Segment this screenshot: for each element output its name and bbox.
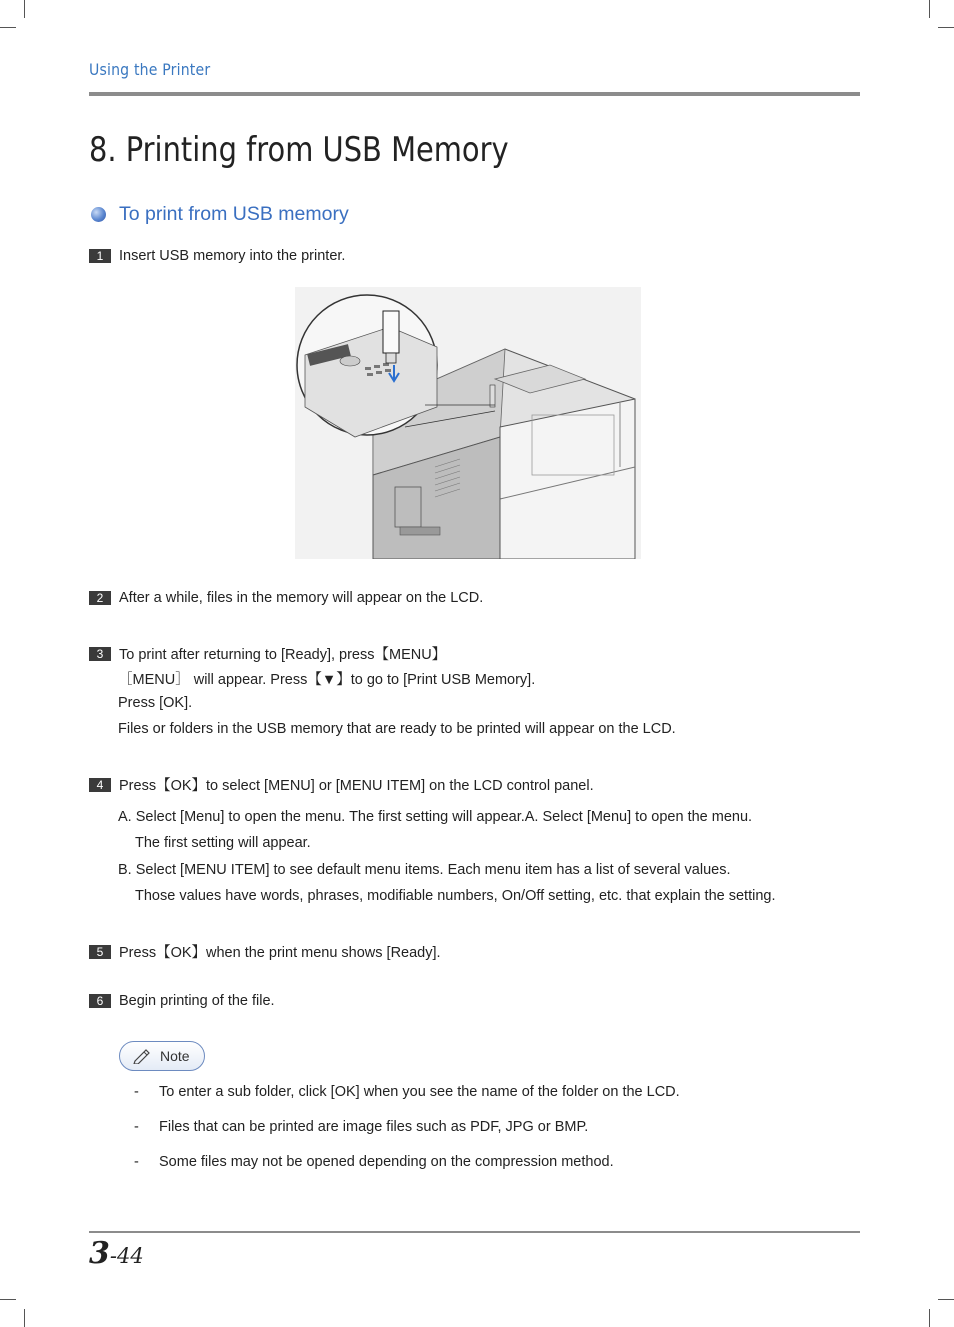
step-2 [89, 590, 483, 606]
step-text: Begin printing of the file. [119, 993, 275, 1009]
note-item: Files that can be printed are image files such as PDF, JPG or BMP. [159, 1119, 589, 1135]
note-badge [119, 1041, 205, 1071]
note-item: Some files may not be opened depending on the compression method. [159, 1154, 614, 1170]
footer-rule [89, 1231, 860, 1233]
subheading [91, 203, 349, 226]
step-text: To print after returning to [Ready], press【MENU】 [119, 647, 447, 663]
step-4-line: B. Select [MENU ITEM] to see default menu items. Each menu item has a list of several values. [118, 862, 731, 878]
pencil-icon [132, 1048, 152, 1064]
crop-mark [938, 1299, 954, 1300]
page-index: -44 [109, 1244, 144, 1268]
header-rule [89, 92, 860, 96]
step-number: 4 [89, 778, 111, 792]
crop-mark [938, 27, 954, 28]
page-number [89, 1236, 144, 1271]
crop-mark [0, 27, 16, 28]
step-4 [89, 774, 594, 795]
page-title: 8. Printing from USB Memory [89, 130, 509, 170]
crop-mark [24, 1309, 25, 1327]
step-number: 3 [89, 647, 111, 661]
step-3-line: Files or folders in the USB memory that are ready to be printed will appear on the LCD. [118, 721, 676, 737]
step-text: Insert USB memory into the printer. [119, 248, 346, 264]
step-text: After a while, files in the memory will appear on the LCD. [119, 590, 484, 606]
step-6 [89, 993, 275, 1009]
chapter-number: 3 [89, 1236, 110, 1271]
note-dash: - [134, 1084, 139, 1100]
step-text: Press【OK】when the print menu shows [Ready]. [119, 945, 441, 961]
subheading-text: To print from USB memory [119, 203, 349, 225]
note-label: Note [160, 1048, 190, 1064]
step-number: 6 [89, 994, 111, 1008]
step-3-line: Press [OK]. [118, 695, 193, 711]
step-5 [89, 941, 441, 962]
step-number: 1 [89, 249, 111, 263]
step-4-line: A. Select [Menu] to open the menu. The first setting will appear.A. Select [Menu] to open the menu. [118, 809, 753, 825]
step-text: Press【OK】to select [MENU] or [MENU ITEM] on the LCD control panel. [119, 778, 594, 794]
step-4-line: The first setting will appear. [135, 835, 311, 851]
step-4-line: Those values have words, phrases, modifiable numbers, On/Off setting, etc. that explain the setting. [135, 888, 776, 904]
printer-usb-illustration [295, 287, 641, 559]
step-3-line: ［MENU］ will appear. Press【▼】to go to [Print USB Memory]. [118, 672, 536, 688]
crop-mark [929, 0, 930, 18]
note-dash: - [134, 1119, 139, 1135]
crop-mark [24, 0, 25, 18]
step-3 [89, 643, 446, 664]
step-1 [89, 248, 345, 264]
section-label: Using the Printer [89, 60, 211, 79]
note-dash: - [134, 1154, 139, 1170]
sphere-bullet-icon [91, 207, 106, 222]
note-item: To enter a sub folder, click [OK] when you see the name of the folder on the LCD. [159, 1084, 680, 1100]
crop-mark [929, 1309, 930, 1327]
crop-mark [0, 1299, 16, 1300]
step-number: 5 [89, 945, 111, 959]
step-number: 2 [89, 591, 111, 605]
